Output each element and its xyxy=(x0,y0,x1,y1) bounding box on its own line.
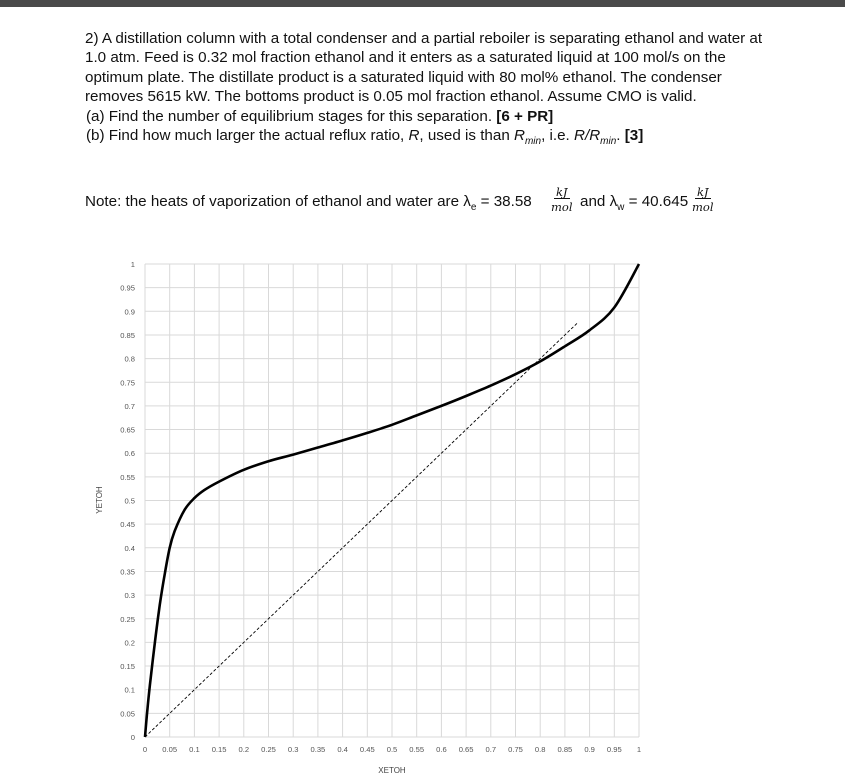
lambda-e-symbol: λ xyxy=(463,193,471,210)
part-a-text: (a) Find the number of equilibrium stages for this separation. xyxy=(86,107,497,125)
y-tick-label: 0.75 xyxy=(120,378,135,388)
y-tick-label: 0.5 xyxy=(124,496,135,506)
x-tick-label: 0.25 xyxy=(261,745,276,754)
part-b-rmin: R xyxy=(513,127,525,145)
unit-num-e: kJ xyxy=(555,185,568,199)
y-tick-label: 0.95 xyxy=(120,283,135,293)
part-b-ratio-sub: min xyxy=(600,136,617,148)
y-tick-label: 0.8 xyxy=(124,354,135,364)
y-tick-label: 0.15 xyxy=(120,662,135,672)
part-a-marks: [6 + PR] xyxy=(496,107,554,125)
y-tick-label: 0.45 xyxy=(120,520,135,530)
y-equals-x-line xyxy=(145,323,577,737)
y-tick-labels xyxy=(120,260,135,742)
y-tick-label: 0.6 xyxy=(124,449,135,459)
y-tick-label: 0.7 xyxy=(124,401,135,411)
x-tick-label: 0.45 xyxy=(359,745,375,754)
x-tick-label: 0.3 xyxy=(287,745,299,754)
y-tick-label: 0.25 xyxy=(120,614,135,624)
x-tick-label: 0.8 xyxy=(534,745,546,754)
lambda-e-value: = 38.58 xyxy=(476,193,532,210)
x-tick-label: 0.35 xyxy=(310,745,326,754)
part-b-dot: . xyxy=(616,127,625,145)
part-b-min-sub: min xyxy=(524,136,542,148)
lambda-w-value: = 40.645 xyxy=(624,193,689,210)
x-tick-label: 0.85 xyxy=(557,745,573,754)
note-and: and xyxy=(580,193,610,210)
note-intro: Note: the heats of vaporization of ethanol and water are xyxy=(85,193,464,210)
x-tick-label: 0.65 xyxy=(458,745,474,754)
x-tick-label: 0.1 xyxy=(189,745,200,754)
lambda-w-symbol: λ xyxy=(609,193,618,210)
lambda-w-sub: w xyxy=(617,202,625,214)
y-tick-label: 0.85 xyxy=(120,330,135,340)
y-tick-label: 0.55 xyxy=(120,472,135,482)
unit-num-w: kJ xyxy=(696,185,709,199)
y-tick-label: 0 xyxy=(130,733,135,742)
part-b-ie: , i.e. xyxy=(541,127,574,145)
x-tick-label: 0.9 xyxy=(584,745,595,754)
x-tick-label: 0.2 xyxy=(238,745,250,754)
x-tick-label: 0.6 xyxy=(436,745,447,754)
y-tick-label: 0.1 xyxy=(124,685,135,695)
x-tick-label: 0 xyxy=(142,745,148,754)
x-tick-label: 0.05 xyxy=(162,745,178,754)
problem-intro: 2) A distillation column with a total condenser and a partial reboiler is separating ethanol and water at 1.0 atm. Feed is 0.32 mol fraction ethanol and it enters as a saturated liquid at 100 mol/s on the optimum plate. The distillate product is a saturated liquid with 80 mol% ethanol. The condenser removes 5615 kW. The bottoms product is 0.05 mol fraction ethanol. Assume CMO is valid. xyxy=(85,30,763,106)
x-tick-label: 0.7 xyxy=(485,745,497,754)
y-tick-label: 0.35 xyxy=(120,567,135,577)
y-axis-label: YETOH xyxy=(95,486,104,514)
y-tick-label: 0.9 xyxy=(124,307,135,317)
part-b-text: (b) Find how much larger the actual reflux ratio, xyxy=(86,127,409,145)
y-tick-label: 0.2 xyxy=(124,638,135,648)
x-axis-label: XETOH xyxy=(378,766,406,775)
lambda-e-sub: e xyxy=(470,202,477,214)
y-tick-label: 0.65 xyxy=(120,425,135,435)
x-tick-labels xyxy=(143,745,641,754)
part-b-marks: [3] xyxy=(624,127,644,145)
x-tick-label: 0.95 xyxy=(606,745,622,754)
part-b-r: R xyxy=(408,127,420,145)
part-b-used: , used is than xyxy=(419,127,514,145)
y-tick-label: 0.3 xyxy=(124,591,135,601)
unit-den-w: mol xyxy=(692,200,714,214)
x-tick-label: 0.75 xyxy=(508,745,523,754)
x-tick-label: 1 xyxy=(636,745,642,754)
x-tick-label: 0.4 xyxy=(337,745,348,754)
x-tick-label: 0.5 xyxy=(386,745,398,754)
y-tick-label: 1 xyxy=(130,260,135,269)
x-tick-label: 0.55 xyxy=(409,745,425,754)
y-tick-label: 0.4 xyxy=(124,543,135,553)
x-tick-label: 0.15 xyxy=(211,745,227,754)
y-tick-label: 0.05 xyxy=(120,709,135,719)
unit-den-e: mol xyxy=(551,200,573,214)
part-b-ratio: R/R xyxy=(574,127,601,145)
